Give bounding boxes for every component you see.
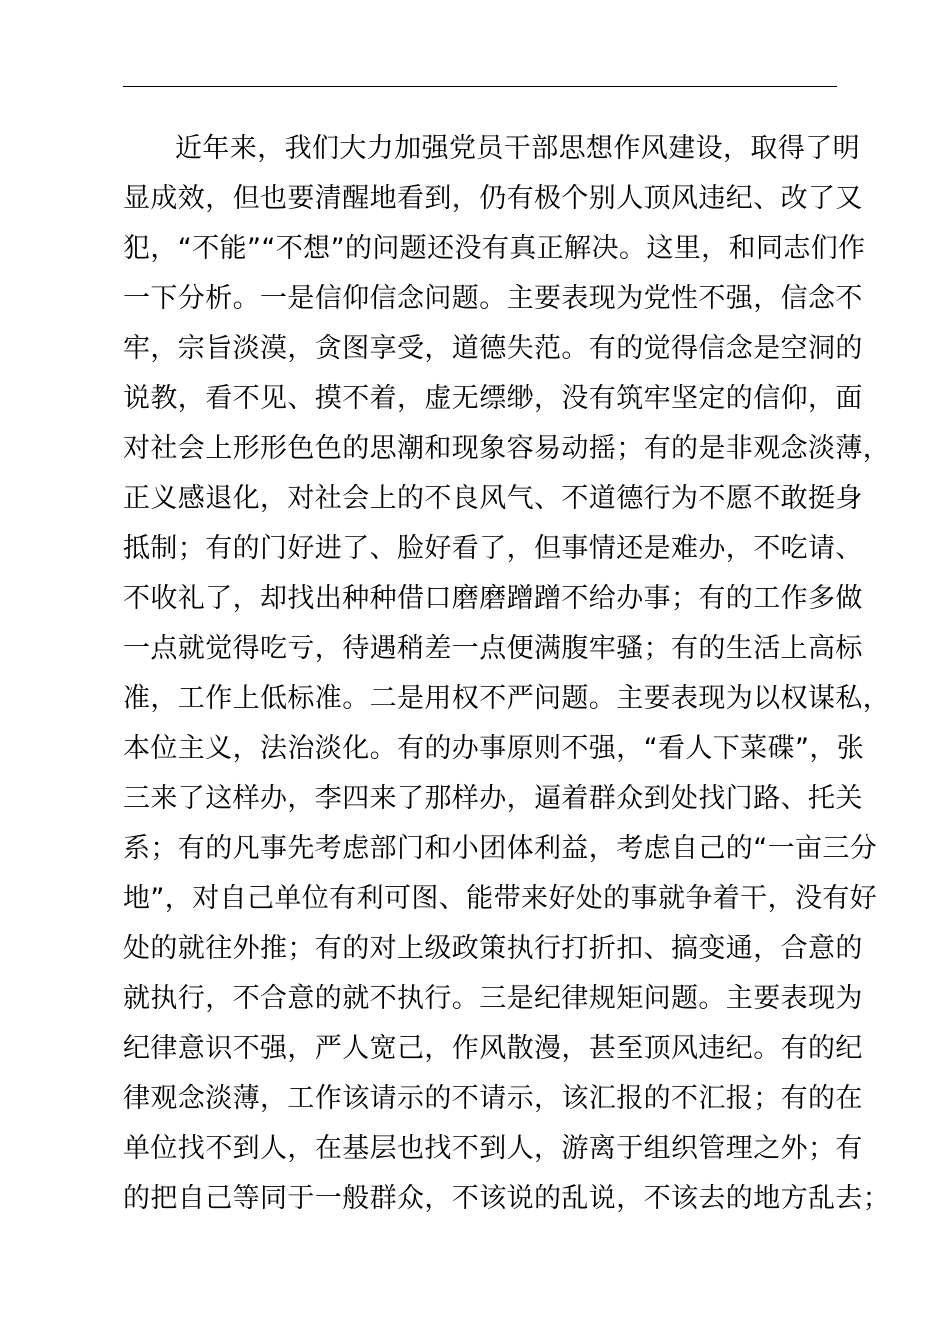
header-rule [123, 86, 837, 87]
paragraph-line: 说教，看不见、摸不着，虚无缥缈，没有筑牢坚定的信仰，面 [123, 383, 863, 414]
paragraph-line: 律观念淡薄，工作该请示的不请示，该汇报的不汇报；有的在 [123, 1083, 863, 1114]
body-paragraph [123, 124, 891, 1224]
paragraph-line: 系；有的凡事先考虑部门和小团体利益，考虑自己的“一亩三分 [123, 833, 878, 864]
paragraph-line: 牢，宗旨淡漠，贪图享受，道德失范。有的觉得信念是空洞的 [123, 333, 863, 364]
paragraph-line: 准，工作上低标准。二是用权不严问题。主要表现为以权谋私， [123, 683, 891, 714]
paragraph-line: 一下分析。一是信仰信念问题。主要表现为党性不强，信念不 [123, 283, 863, 314]
paragraph-line: 一点就觉得吃亏，待遇稍差一点便满腹牢骚；有的生活上高标 [123, 633, 863, 664]
paragraph-line: 处的就往外推；有的对上级政策执行打折扣、搞变通，合意的 [123, 933, 863, 964]
paragraph-line: 地”，对自己单位有利可图、能带来好处的事就争着干，没有好 [123, 883, 878, 914]
paragraph-line: 犯，“不能”“不想”的问题还没有真正解决。这里，和同志们作 [123, 233, 866, 264]
paragraph-line: 抵制；有的门好进了、脸好看了，但事情还是难办，不吃请、 [123, 533, 863, 564]
paragraph-line: 的把自己等同于一般群众，不该说的乱说，不该去的地方乱去； [123, 1183, 891, 1214]
paragraph-line: 三来了这样办，李四来了那样办，逼着群众到处找门路、托关 [123, 783, 863, 814]
paragraph-line: 正义感退化，对社会上的不良风气、不道德行为不愿不敢挺身 [123, 483, 863, 514]
paragraph-line: 不收礼了，却找出种种借口磨磨蹭蹭不给办事；有的工作多做 [123, 583, 863, 614]
paragraph-line: 显成效，但也要清醒地看到，仍有极个别人顶风违纪、改了又 [123, 183, 863, 214]
paragraph-line: 本位主义，法治淡化。有的办事原则不强，“看人下菜碟”，张 [123, 733, 865, 764]
paragraph-line: 单位找不到人，在基层也找不到人，游离于组织管理之外；有 [123, 1133, 863, 1164]
paragraph-line: 就执行，不合意的就不执行。三是纪律规矩问题。主要表现为 [123, 983, 863, 1014]
paragraph-line: 近年来，我们大力加强党员干部思想作风建设，取得了明 [175, 133, 860, 164]
paragraph-line: 纪律意识不强，严人宽己，作风散漫，甚至顶风违纪。有的纪 [123, 1033, 863, 1064]
paragraph-line: 对社会上形形色色的思潮和现象容易动摇；有的是非观念淡薄， [123, 433, 891, 464]
